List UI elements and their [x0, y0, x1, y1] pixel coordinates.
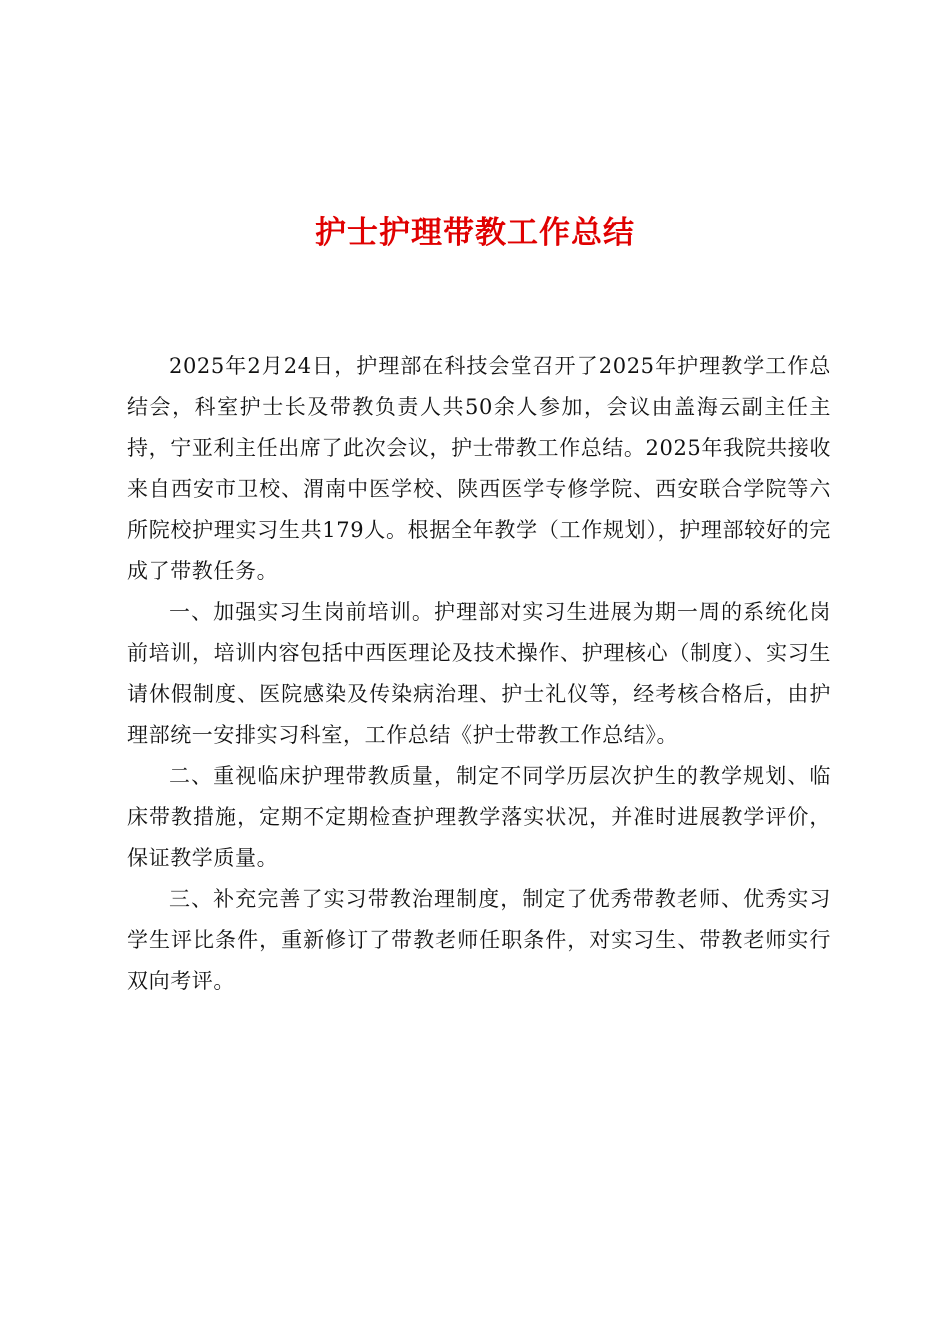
document-body — [127, 346, 831, 1002]
paragraph-section-3: 三、补充完善了实习带教治理制度，制定了优秀带教老师、优秀实习学生评比条件，重新修订了带教老师任职条件，对实习生、带教老师实行双向考评。 — [127, 887, 831, 993]
paragraph-intro: 2025年2月24日，护理部在科技会堂召开了2025年护理教学工作总结会，科室护士长及带教负责人共50余人参加，会议由盖海云副主任主持，宁亚利主任出席了此次会议，护士带教工作总结。2025年我院共接收来自西安市卫校、渭南中医学校、陕西医学专修学院、西安联合学院等六所院校护理实习生共179人。根据全年教学（工作规划），护理部较好的完成了带教任务。 — [127, 354, 831, 583]
document-title: 护士护理带教工作总结 — [315, 215, 635, 251]
paragraph-section-1: 一、加强实习生岗前培训。护理部对实习生进展为期一周的系统化岗前培训，培训内容包括中西医理论及技术操作、护理核心（制度）、实习生请休假制度、医院感染及传染病治理、护士礼仪等，经考核合格后，由护理部统一安排实习科室，工作总结《护士带教工作总结》。 — [127, 600, 831, 747]
paragraph-section-2: 二、重视临床护理带教质量，制定不同学历层次护生的教学规划、临床带教措施，定期不定期检查护理教学落实状况，并准时进展教学评价，保证教学质量。 — [127, 764, 831, 870]
